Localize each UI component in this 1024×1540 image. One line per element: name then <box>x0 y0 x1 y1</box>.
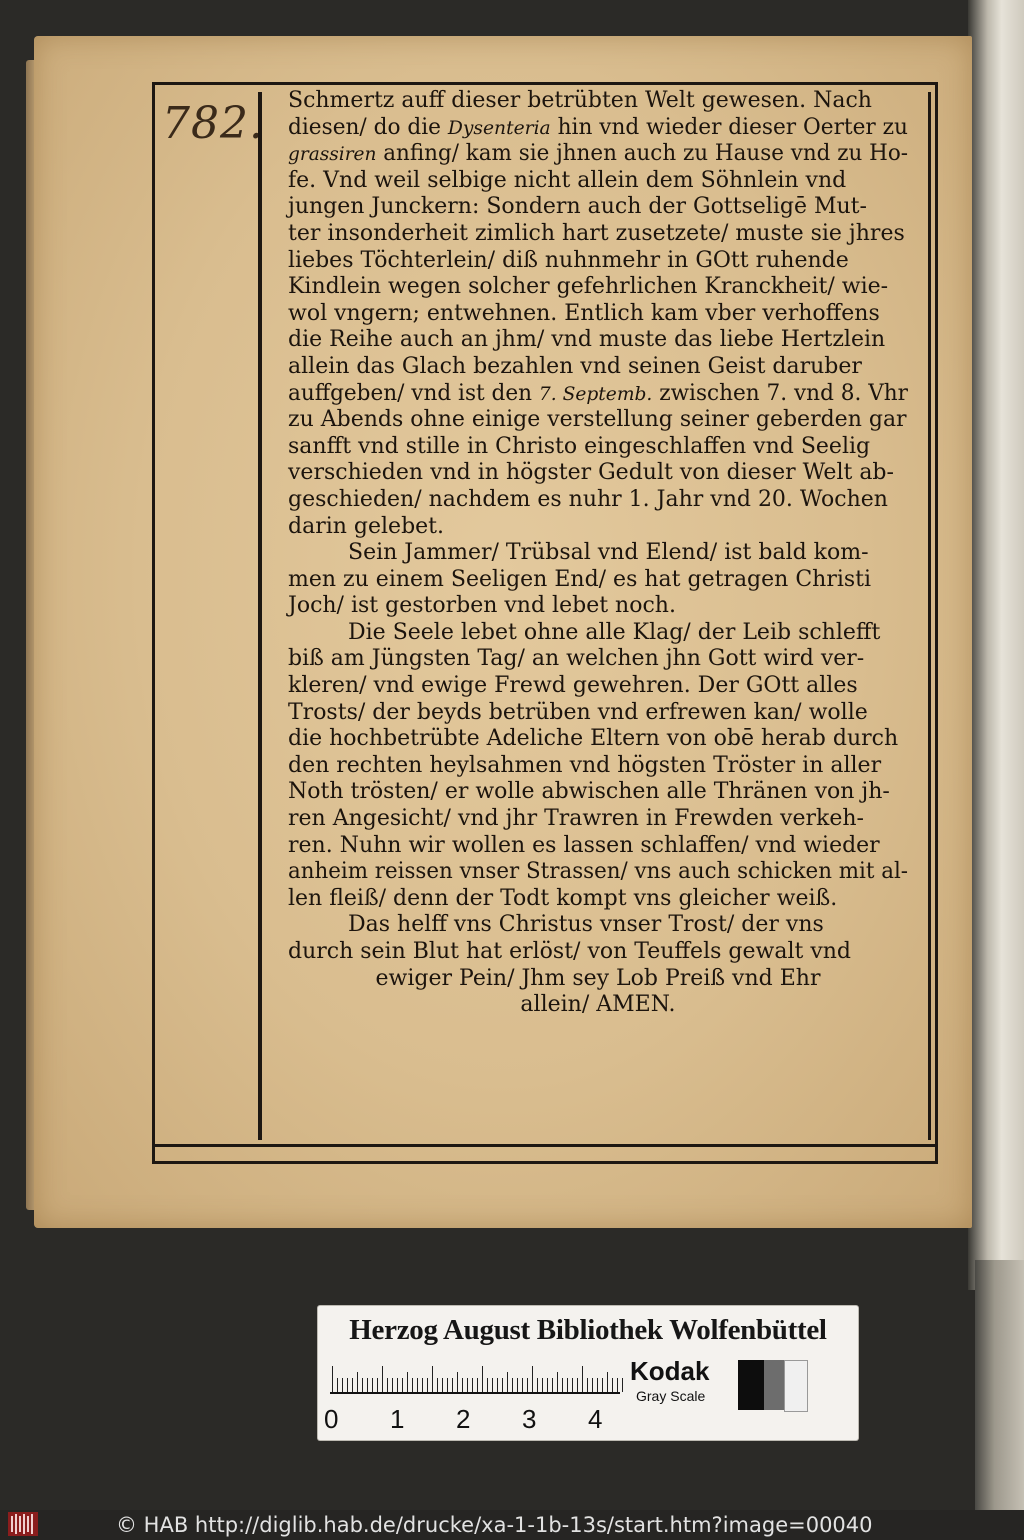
gray-scale-label: Gray Scale <box>636 1388 706 1404</box>
text-line: kleren/ vnd ewige Frewd gewehren. Der GOtt alles <box>288 673 858 699</box>
ruler-tick <box>502 1378 503 1392</box>
footer-copyright-link[interactable]: © HAB http://diglib.hab.de/drucke/xa-1-1b-13s/start.htm?image=00040 <box>116 1513 873 1537</box>
ruler-tick <box>532 1366 533 1392</box>
ruler-tick <box>412 1378 413 1392</box>
ruler-tick <box>457 1372 458 1392</box>
ruler-tick <box>442 1378 443 1392</box>
gray-swatch-black <box>738 1360 764 1410</box>
ruler-tick <box>387 1378 388 1392</box>
text-line: allein/ AMEN. <box>520 992 676 1018</box>
ruler-tick <box>537 1378 538 1392</box>
text-line: liebes Töchterlein/ diß nuhnmehr in GOtt ruhende <box>288 247 849 273</box>
text-line: geschieden/ nachdem es nuhr 1. Jahr vnd 20. Wochen <box>288 486 888 512</box>
ruler-tick <box>497 1378 498 1392</box>
text-line: die Reihe auch an jhm/ vnd muste das liebe Hertzlein <box>288 327 886 353</box>
text-line: durch sein Blut hat erlöst/ von Teuffels gewalt vnd <box>288 939 851 964</box>
text-line: Schmertz auff dieser betrübten Welt gewesen. Nach <box>288 88 872 113</box>
ruler-tick <box>402 1378 403 1392</box>
ruler-tick <box>477 1378 478 1392</box>
ruler-baseline <box>330 1392 620 1394</box>
ruler-tick <box>517 1378 518 1392</box>
ruler-tick <box>447 1378 448 1392</box>
ruler-number: 2 <box>456 1404 471 1434</box>
latin-term: grassiren <box>288 143 377 166</box>
ruler-tick <box>527 1378 528 1392</box>
text-line: Noth trösten/ er wolle abwischen alle Thränen von jh- <box>288 779 890 805</box>
ruler-tick <box>597 1378 598 1392</box>
text-line: jungen Junckern: Sondern auch der Gottseligē Mut- <box>288 194 867 220</box>
ruler-tick <box>357 1372 358 1392</box>
text-line <box>288 381 908 408</box>
adjacent-page-edge-lower <box>975 1260 1024 1510</box>
library-name: Herzog August Bibliothek Wolfenbüttel <box>349 1314 827 1346</box>
folio-number: 782. <box>162 98 264 149</box>
text-line: Die Seele lebet ohne alle Klag/ der Leib schlefft <box>348 619 881 645</box>
text-line: den rechten heylsahmen vnd högsten Tröster in aller <box>288 752 882 778</box>
ruler-tick <box>347 1378 348 1392</box>
latin-term: Dysenteria <box>447 116 551 139</box>
text-segment: zwischen 7. vnd 8. Vhr <box>652 380 908 406</box>
ruler-tick <box>372 1378 373 1392</box>
body-text <box>288 88 908 1019</box>
text-line: len fleiß/ denn der Todt kompt vns gleicher weiß. <box>288 885 838 911</box>
ruler-tick <box>462 1378 463 1392</box>
latin-term: 7. Septemb. <box>538 382 653 405</box>
ruler-tick <box>377 1378 378 1392</box>
ruler-tick <box>332 1366 333 1392</box>
ruler-tick <box>437 1378 438 1392</box>
text-line: wol vngern; entwehnen. Entlich kam vber verhoffens <box>288 300 880 326</box>
text-line: verschieden vnd in högster Gedult von dieser Welt ab- <box>288 460 894 486</box>
ruler-tick <box>337 1378 338 1392</box>
ruler-tick <box>432 1366 433 1392</box>
adjacent-page-edge <box>968 0 1024 1290</box>
text-line: Das helff vns Christus vnser Trost/ der vns <box>348 912 824 938</box>
ruler-tick <box>392 1378 393 1392</box>
ruler-number: 0 <box>324 1404 339 1434</box>
ruler-tick <box>452 1378 453 1392</box>
text-segment: diesen/ do die <box>288 114 448 140</box>
ruler-tick <box>582 1366 583 1392</box>
ruler-tick <box>487 1378 488 1392</box>
ruler-tick <box>587 1378 588 1392</box>
ruler-tick <box>472 1378 473 1392</box>
ruler-tick <box>602 1378 603 1392</box>
ruler-tick <box>557 1372 558 1392</box>
ruler-tick <box>592 1378 593 1392</box>
hab-logo-icon <box>8 1512 38 1536</box>
text-line: Kindlein wegen solcher gefehrlichen Kranckheit/ wie- <box>288 274 889 300</box>
text-line: ren. Nuhn wir wollen es lassen schlaffen/ vnd wieder <box>288 832 880 858</box>
ruler-tick <box>552 1378 553 1392</box>
text-segment: hin vnd wieder dieser Oerter zu <box>550 114 908 140</box>
ruler-number: 3 <box>522 1404 537 1434</box>
text-line <box>288 141 908 168</box>
text-line: zu Abends ohne einige verstellung seiner geberden gar <box>288 407 907 433</box>
ruler-tick <box>417 1378 418 1392</box>
ruler-tick <box>607 1372 608 1392</box>
text-line: biß am Jüngsten Tag/ an welchen jhn Gott wird ver- <box>288 646 865 672</box>
ruler-tick <box>512 1378 513 1392</box>
ruler-tick <box>612 1378 613 1392</box>
ruler-tick <box>382 1366 383 1392</box>
ruler-tick <box>622 1378 623 1392</box>
ruler-tick <box>367 1378 368 1392</box>
ruler-tick <box>562 1378 563 1392</box>
gray-swatch-white <box>784 1360 808 1412</box>
text-line: ter insonderheit zimlich hart zusetzete/ muste sie jhres <box>288 220 905 246</box>
text-segment: auffgeben/ vnd ist den <box>288 380 539 406</box>
ruler-tick <box>617 1378 618 1392</box>
text-line: Sein Jammer/ Trübsal vnd Elend/ ist bald kom- <box>348 540 869 566</box>
text-line <box>288 115 908 142</box>
ruler-tick <box>522 1378 523 1392</box>
ruler-tick <box>542 1378 543 1392</box>
text-line: fe. Vnd weil selbige nicht allein dem Söhnlein vnd <box>288 167 847 193</box>
ruler-tick <box>482 1366 483 1392</box>
ruler-tick <box>572 1378 573 1392</box>
text-line: men zu einem Seeligen End/ es hat getragen Christi <box>288 566 872 592</box>
ruler-tick <box>362 1378 363 1392</box>
text-line: ewiger Pein/ Jhm sey Lob Preiß vnd Ehr <box>375 965 821 991</box>
ruler-tick <box>407 1372 408 1392</box>
gray-swatch-mid <box>764 1360 784 1410</box>
text-line: sanfft vnd stille in Christo eingeschlaffen vnd Seelig <box>288 433 871 459</box>
ruler-number: 1 <box>390 1404 405 1434</box>
text-line: die hochbetrübte Adeliche Eltern von obē herab durch <box>288 726 899 752</box>
ruler-tick <box>422 1378 423 1392</box>
kodak-brand: Kodak <box>630 1356 710 1386</box>
ruler-tick <box>547 1378 548 1392</box>
text-segment: anfing/ kam sie jhnen auch zu Hause vnd zu Ho- <box>376 141 908 167</box>
text-line: allein das Glach bezahlen vnd seinen Geist daruber <box>288 353 862 379</box>
ruler-number: 4 <box>588 1404 603 1434</box>
text-line: darin gelebet. <box>288 513 445 539</box>
ruler-tick <box>467 1378 468 1392</box>
ruler-tick <box>397 1378 398 1392</box>
ruler-tick <box>342 1378 343 1392</box>
archive-label-card <box>318 1306 858 1440</box>
ruler-tick <box>492 1378 493 1392</box>
ruler-tick <box>507 1372 508 1392</box>
ruler-tick <box>567 1378 568 1392</box>
page-frame-bottom-rule <box>152 1144 938 1147</box>
ruler-tick <box>577 1378 578 1392</box>
text-line: ren Angesicht/ vnd jhr Trawren in Frewden verkeh- <box>288 806 864 832</box>
ruler-tick <box>352 1378 353 1392</box>
ruler-tick <box>427 1378 428 1392</box>
text-line: Trosts/ der beyds betrüben vnd erfrewen kan/ wolle <box>288 699 868 725</box>
text-line: anheim reissen vnser Strassen/ vns auch schicken mit al- <box>288 859 908 885</box>
text-line: Joch/ ist gestorben vnd lebet noch. <box>288 593 676 619</box>
